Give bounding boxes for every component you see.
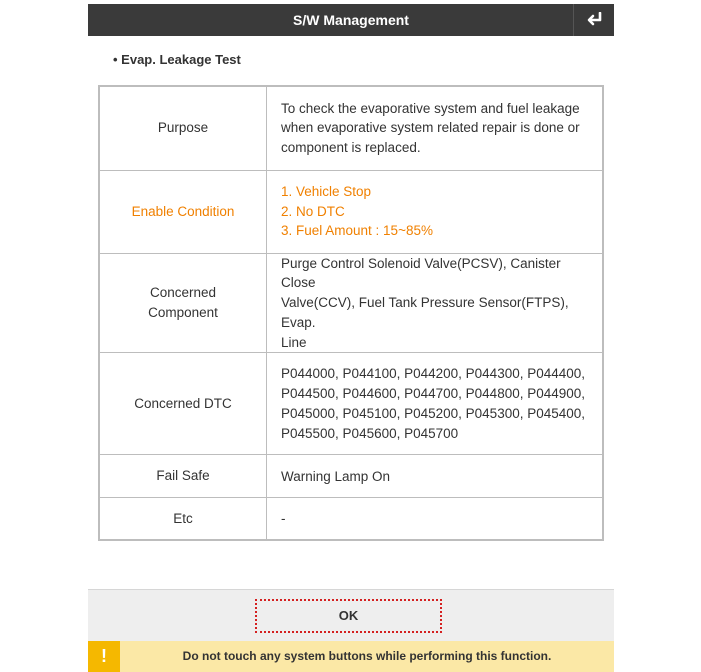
- value-line: P045500, P045600, P045700: [281, 425, 459, 441]
- row-value-enable-condition: [267, 170, 604, 253]
- button-bar: [88, 589, 614, 641]
- value-line: 2. No DTC: [281, 203, 345, 219]
- return-arrow-icon: [585, 12, 603, 28]
- value-line: To check the evaporative system and fuel leakage: [281, 100, 580, 116]
- row-label-concerned-component: [99, 253, 267, 353]
- table-row-concerned-dtc: [99, 353, 603, 455]
- row-label-fail-safe: Fail Safe: [99, 455, 267, 498]
- row-value-concerned-dtc: [267, 353, 604, 455]
- warning-bar: [88, 641, 614, 672]
- title-bar: [88, 4, 614, 36]
- sw-management-dialog: [88, 4, 614, 672]
- value-line: P044000, P044100, P044200, P044300, P044400,: [281, 366, 586, 382]
- value-line: P045000, P045100, P045200, P045300, P045400,: [281, 405, 586, 421]
- table-row-enable-condition: [99, 170, 603, 253]
- info-table: [98, 85, 604, 541]
- window-title: S/W Management: [293, 12, 409, 28]
- row-value-concerned-component: [267, 253, 604, 353]
- row-value-fail-safe: Warning Lamp On: [267, 455, 604, 498]
- table-row-purpose: [99, 86, 603, 170]
- row-value-etc: -: [267, 498, 604, 540]
- table-row-fail-safe: [99, 455, 603, 498]
- row-label-concerned-dtc: Concerned DTC: [99, 353, 267, 455]
- value-line: 3. Fuel Amount : 15~85%: [281, 223, 433, 239]
- warning-text: Do not touch any system buttons while performing this function.: [182, 649, 552, 663]
- row-value-purpose: [267, 86, 604, 170]
- table-row-concerned-component: [99, 253, 603, 353]
- value-line: when evaporative system related repair is done or: [281, 120, 580, 136]
- value-line: P044500, P044600, P044700, P044800, P044900,: [281, 386, 586, 402]
- section-title: • Evap. Leakage Test: [113, 52, 241, 67]
- value-line: Valve(CCV), Fuel Tank Pressure Sensor(FTPS), Evap.: [281, 295, 569, 330]
- exclamation-icon: !: [88, 641, 120, 672]
- label-line: Component: [148, 304, 218, 320]
- label-line: Concerned: [149, 284, 217, 300]
- ok-button[interactable]: OK: [255, 599, 442, 633]
- row-label-purpose: Purpose: [99, 86, 267, 170]
- back-button[interactable]: [573, 4, 614, 36]
- row-label-etc: Etc: [99, 498, 267, 540]
- value-line: Line: [281, 334, 307, 350]
- value-line: component is replaced.: [281, 140, 421, 156]
- table-row-etc: [99, 498, 603, 540]
- value-line: Purge Control Solenoid Valve(PCSV), Canister Close: [281, 255, 561, 291]
- value-line: 1. Vehicle Stop: [281, 183, 372, 199]
- row-label-enable-condition: Enable Condition: [99, 170, 267, 253]
